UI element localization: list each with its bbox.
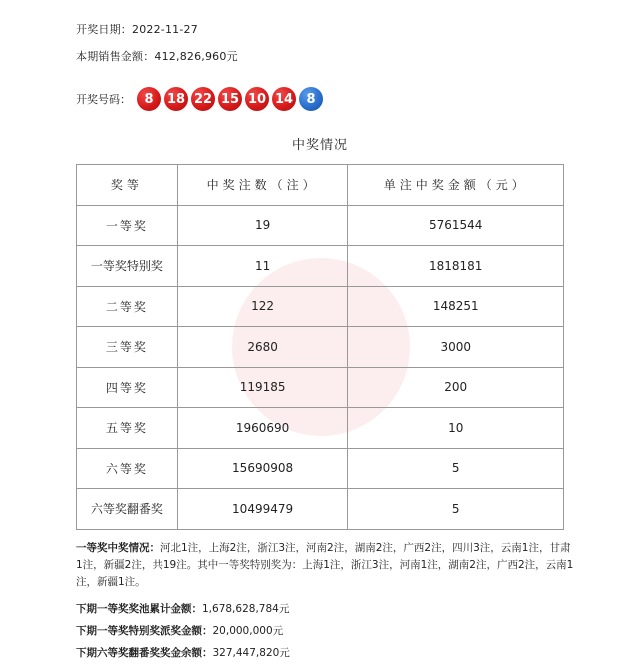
cell-amount: 1818181 [348, 246, 564, 287]
blue-ball: 8 [299, 87, 323, 111]
table-row [77, 286, 564, 327]
detail-label: 一等奖中奖情况： [76, 542, 160, 554]
red-ball-2: 18 [164, 87, 188, 111]
cell-count: 15690908 [177, 448, 348, 489]
cell-amount: 3000 [348, 327, 564, 368]
header-count: 中奖注数（注） [177, 165, 348, 206]
table-row [77, 327, 564, 368]
pool-label: 下期一等奖奖池累计金额： [76, 603, 202, 615]
pool-label: 下期一等奖特别奖派奖金额： [76, 625, 213, 637]
prize-table [76, 164, 564, 530]
cell-amount: 5 [348, 489, 564, 530]
cell-amount: 5 [348, 448, 564, 489]
cell-count: 119185 [177, 367, 348, 408]
cell-count: 19 [177, 205, 348, 246]
table-row [77, 367, 564, 408]
cell-amount: 200 [348, 367, 564, 408]
table-row [77, 489, 564, 530]
cell-level: 一等奖特别奖 [77, 246, 178, 287]
sales-amount: 本期销售金额：412,826,960元 [76, 50, 238, 63]
pool-line-first [76, 601, 289, 616]
red-ball-6: 14 [272, 87, 296, 111]
cell-count: 2680 [177, 327, 348, 368]
cell-level: 四等奖 [77, 367, 178, 408]
winning-numbers [76, 86, 326, 112]
cell-count: 1960690 [177, 408, 348, 449]
section-title: 中奖情况 [291, 138, 348, 153]
pool-line-sixth [76, 645, 290, 660]
pool-value: 1,678,628,784元 [202, 603, 290, 615]
table-row [77, 205, 564, 246]
cell-amount: 10 [348, 408, 564, 449]
cell-amount: 5761544 [348, 205, 564, 246]
red-ball-5: 10 [245, 87, 269, 111]
cell-level: 一等奖 [77, 205, 178, 246]
table-header-row [77, 165, 564, 206]
cell-count: 11 [177, 246, 348, 287]
header-amount: 单注中奖金额（元） [348, 165, 564, 206]
red-ball-3: 22 [191, 87, 215, 111]
pool-value: 20,000,000元 [212, 625, 284, 637]
red-ball-1: 8 [137, 87, 161, 111]
cell-level: 六等奖 [77, 448, 178, 489]
detail-text: 河北1注，上海2注，浙江3注，河南2注，湖南2注，广西2注，四川3注，云南1注，甘肃1注，新疆2注，共19注。其中一等奖特别奖为：上海1注，浙江3注，河南1注，湖南2注，广西2注，云南1注，新疆1注。 [76, 542, 574, 588]
table-row [77, 448, 564, 489]
table-row [77, 408, 564, 449]
cell-count: 10499479 [177, 489, 348, 530]
pool-value: 327,447,820元 [212, 647, 290, 659]
cell-level: 三等奖 [77, 327, 178, 368]
cell-amount: 148251 [348, 286, 564, 327]
red-ball-4: 15 [218, 87, 242, 111]
cell-count: 122 [177, 286, 348, 327]
cell-level: 二等奖 [77, 286, 178, 327]
header-level: 奖等 [77, 165, 178, 206]
pool-label: 下期六等奖翻番奖奖金余额： [76, 647, 213, 659]
pool-line-special [76, 623, 283, 638]
numbers-label: 开奖号码： [76, 93, 131, 106]
cell-level: 五等奖 [77, 408, 178, 449]
cell-level: 六等奖翻番奖 [77, 489, 178, 530]
draw-date: 开奖日期：2022-11-27 [76, 23, 198, 36]
first-prize-detail [76, 540, 576, 591]
table-row [77, 246, 564, 287]
